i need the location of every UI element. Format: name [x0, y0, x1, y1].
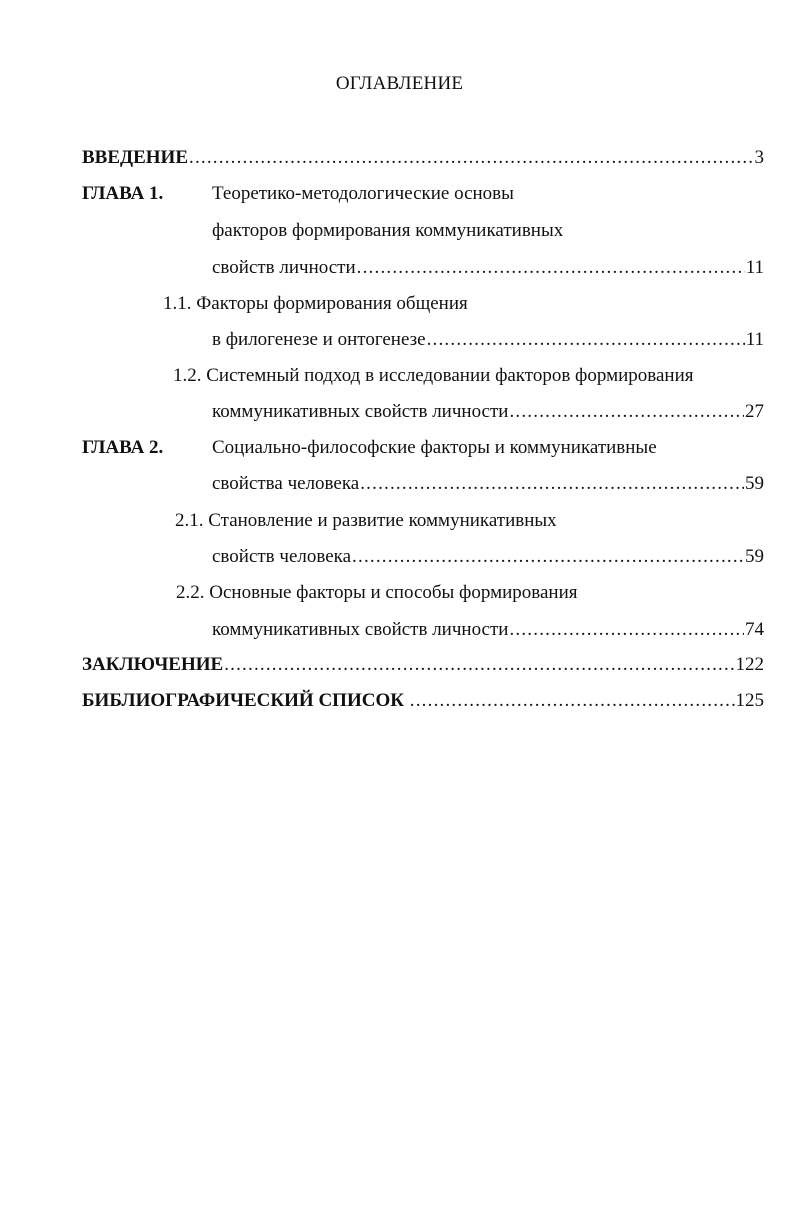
- toc-entry-label: ЗАКЛЮЧЕНИЕ: [82, 654, 224, 675]
- toc-entry-label: в филогенезе и онтогенезе: [212, 329, 426, 350]
- dot-leader: [427, 327, 745, 353]
- toc-entry-label: свойств личности: [212, 257, 356, 278]
- toc-page-number: 11: [745, 329, 764, 350]
- toc-entry-label: свойства человека: [212, 473, 360, 494]
- section-2-1-line1[interactable]: 2.1. Становление и развитие коммуникативных: [175, 510, 557, 531]
- chapter-1-title-line1[interactable]: Теоретико-методологические основы: [212, 183, 514, 204]
- toc-entry-bibliography[interactable]: [82, 688, 764, 714]
- toc-page-number: 3: [754, 147, 764, 168]
- dot-leader: [352, 544, 744, 570]
- toc-page-number: 122: [735, 654, 764, 675]
- toc-page-number: 27: [745, 401, 764, 422]
- toc-entry-conclusion[interactable]: [82, 652, 764, 678]
- section-1-2-line1[interactable]: 1.2. Системный подход в исследовании факторов формирования: [173, 365, 694, 386]
- toc-page-number: 125: [735, 690, 764, 711]
- toc-entry-label: ВВЕДЕНИЕ: [82, 147, 188, 168]
- dot-leader: [360, 471, 744, 497]
- chapter-2-label: ГЛАВА 2.: [82, 437, 164, 458]
- dot-leader: [410, 688, 735, 714]
- toc-entry-section-1-1[interactable]: [212, 327, 764, 353]
- toc-entry-label: коммуникативных свойств личности: [212, 619, 509, 640]
- chapter-1-title-line2[interactable]: факторов формирования коммуникативных: [212, 220, 564, 241]
- toc-page-number: 11: [745, 257, 764, 278]
- toc-page-number: 74: [745, 619, 764, 640]
- section-1-1-line1[interactable]: 1.1. Факторы формирования общения: [163, 293, 468, 314]
- toc-entry-section-2-2[interactable]: [212, 617, 764, 643]
- page-title: ОГЛАВЛЕНИЕ: [335, 73, 464, 94]
- dot-leader: [509, 399, 744, 425]
- toc-entry-label: коммуникативных свойств личности: [212, 401, 509, 422]
- toc-entry-label: БИБЛИОГРАФИЧЕСКИЙ СПИСОК: [82, 690, 409, 711]
- dot-leader: [224, 652, 734, 678]
- dot-leader: [189, 145, 754, 171]
- chapter-1-label: ГЛАВА 1.: [82, 183, 164, 204]
- chapter-2-title-line1[interactable]: Социально-философские факторы и коммуникативные: [212, 437, 657, 458]
- toc-entry-label: свойств человека: [212, 546, 352, 567]
- toc-entry-section-1-2[interactable]: [212, 399, 764, 425]
- toc-page-number: 59: [745, 473, 764, 494]
- section-2-2-line1[interactable]: 2.2. Основные факторы и способы формирования: [176, 582, 578, 603]
- toc-page-number: 59: [745, 546, 764, 567]
- toc-entry-chapter-2[interactable]: [212, 471, 764, 497]
- dot-leader: [509, 617, 744, 643]
- toc-entry-section-2-1[interactable]: [212, 544, 764, 570]
- dot-leader: [357, 255, 745, 281]
- toc-entry-chapter-1[interactable]: [212, 255, 764, 281]
- toc-entry-intro[interactable]: [82, 145, 764, 171]
